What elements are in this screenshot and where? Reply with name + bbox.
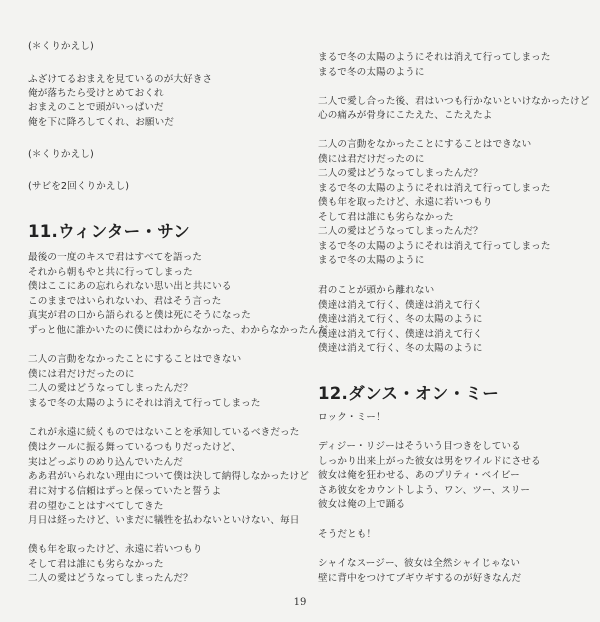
lyric-line: 僕も年を取ったけど、永遠に若いつもり — [318, 197, 493, 208]
lyric-line: おまえのことで頭がいっぱいだ — [28, 102, 164, 113]
lyric-line: まるで冬の太陽のようにそれは消えて行ってしまった — [318, 52, 551, 63]
lyric-line: 僕達は消えて行く、冬の太陽のように — [318, 314, 483, 325]
lyric-line: (＊くりかえし) — [28, 149, 94, 160]
lyric-line: 僕には君だけだったのに — [28, 369, 135, 380]
lyric-line: 君に対する信頼はずっと保っていたと誓うよ — [28, 486, 222, 497]
lyric-line: そして君は誰にも劣らなかった — [318, 212, 454, 223]
lyric-line: ディジー・リジーはそういう目つきをしている — [318, 441, 521, 452]
lyric-line: 彼女は俺を狂わせる、あのプリティ・ベイビー — [318, 470, 520, 481]
lyric-line: 俺を下に降ろしてくれ、お願いだ — [28, 117, 174, 128]
lyric-line: 僕には君だけだったのに — [318, 154, 425, 165]
section-title: 12.ダンス・オン・ミー — [318, 384, 499, 403]
lyric-line: 月日は経ったけど、いまだに犠牲を払わないといけない、毎日 — [28, 515, 300, 526]
section-title: 11.ウィンター・サン — [28, 222, 191, 241]
lyric-line: シャイなスージー、彼女は全然シャイじゃない — [318, 558, 521, 569]
lyric-line: このままではいられないわ、君はそう言った — [28, 296, 222, 307]
lyric-line: まるで冬の太陽のようにそれは消えて行ってしまった — [318, 241, 551, 252]
lyric-line: 二人の愛はどうなってしまったんだ？ — [318, 226, 483, 237]
lyric-line: 僕達は消えて行く、僕達は消えて行く — [318, 300, 483, 311]
lyric-line: (＊くりかえし) — [28, 41, 94, 52]
lyric-line: 僕達は消えて行く、僕達は消えて行く — [318, 329, 483, 340]
lyric-line: 僕はここにあの忘れられない思い出と共にいる — [28, 281, 232, 292]
lyric-line: 心の痛みが骨身にこたえた、こたえたよ — [318, 110, 493, 121]
lyric-line: そうだとも！ — [318, 529, 377, 540]
lyric-line: それから朝もやと共に行ってしまった — [28, 267, 193, 278]
lyric-line: 二人の言動をなかったことにすることはできない — [318, 139, 532, 150]
lyric-line: 二人の言動をなかったことにすることはできない — [28, 354, 242, 365]
lyric-line: これが永遠に続くものではないことを承知しているべきだった — [28, 427, 300, 438]
lyric-line: まるで冬の太陽のようにそれは消えて行ってしまった — [28, 398, 261, 409]
lyric-line: 彼女は俺の上で踊る — [318, 499, 406, 510]
lyric-line: しっかり出来上がった彼女は男をワイルドにさせる — [318, 456, 541, 467]
lyric-line: 壁に背中をつけてブギウギするのが好きなんだ — [318, 573, 522, 584]
lyric-line: 真実が君の口から語られると僕は死にそうになった — [28, 310, 251, 321]
lyric-line: 君の望むことはすべてしてきた — [28, 501, 164, 512]
lyric-line: まるで冬の太陽のように — [318, 67, 425, 78]
lyric-line: ずっと他に誰かいたのに僕にはわからなかった、わからなかったんだ — [28, 325, 328, 336]
lyric-line: まるで冬の太陽のようにそれは消えて行ってしまった — [318, 183, 551, 194]
page-number: 19 — [293, 597, 307, 608]
lyric-line: そして君は誰にも劣らなかった — [28, 559, 164, 570]
lyric-line: さあ彼女をカウントしよう、ワン、ツー、スリー — [318, 485, 531, 496]
lyric-line: 僕達は消えて行く、冬の太陽のように — [318, 343, 483, 354]
lyric-line: 僕はクールに振る舞っているつもりだったけど、 — [28, 442, 241, 453]
lyric-line: (サビを2回くりかえし) — [28, 181, 130, 192]
lyric-line: ふざけてるおまえを見ているのが大好きさ — [28, 74, 213, 85]
lyric-line: ロック・ミー！ — [318, 412, 386, 423]
lyric-line: 二人の愛はどうなってしまったんだ？ — [28, 573, 193, 584]
lyric-line: 二人の愛はどうなってしまったんだ？ — [28, 383, 193, 394]
lyric-line: 俺が落ちたら受けとめておくれ — [28, 88, 164, 99]
lyric-line: 二人の愛はどうなってしまったんだ？ — [318, 168, 483, 179]
lyric-line: 実はどっぷりのめり込んでいたんだ — [28, 457, 183, 468]
lyric-line: ああ君がいられない理由について僕は決して納得しなかったけど — [28, 471, 309, 482]
lyric-line: 僕も年を取ったけど、永遠に若いつもり — [28, 544, 203, 555]
lyric-line: まるで冬の太陽のように — [318, 255, 425, 266]
lyric-line: 二人で愛し合った後、君はいつも行かないといけなかったけど — [318, 96, 590, 107]
lyric-line: 最後の一度のキスで君はすべてを語った — [28, 252, 203, 263]
lyric-line: 君のことが頭から離れない — [318, 285, 435, 296]
